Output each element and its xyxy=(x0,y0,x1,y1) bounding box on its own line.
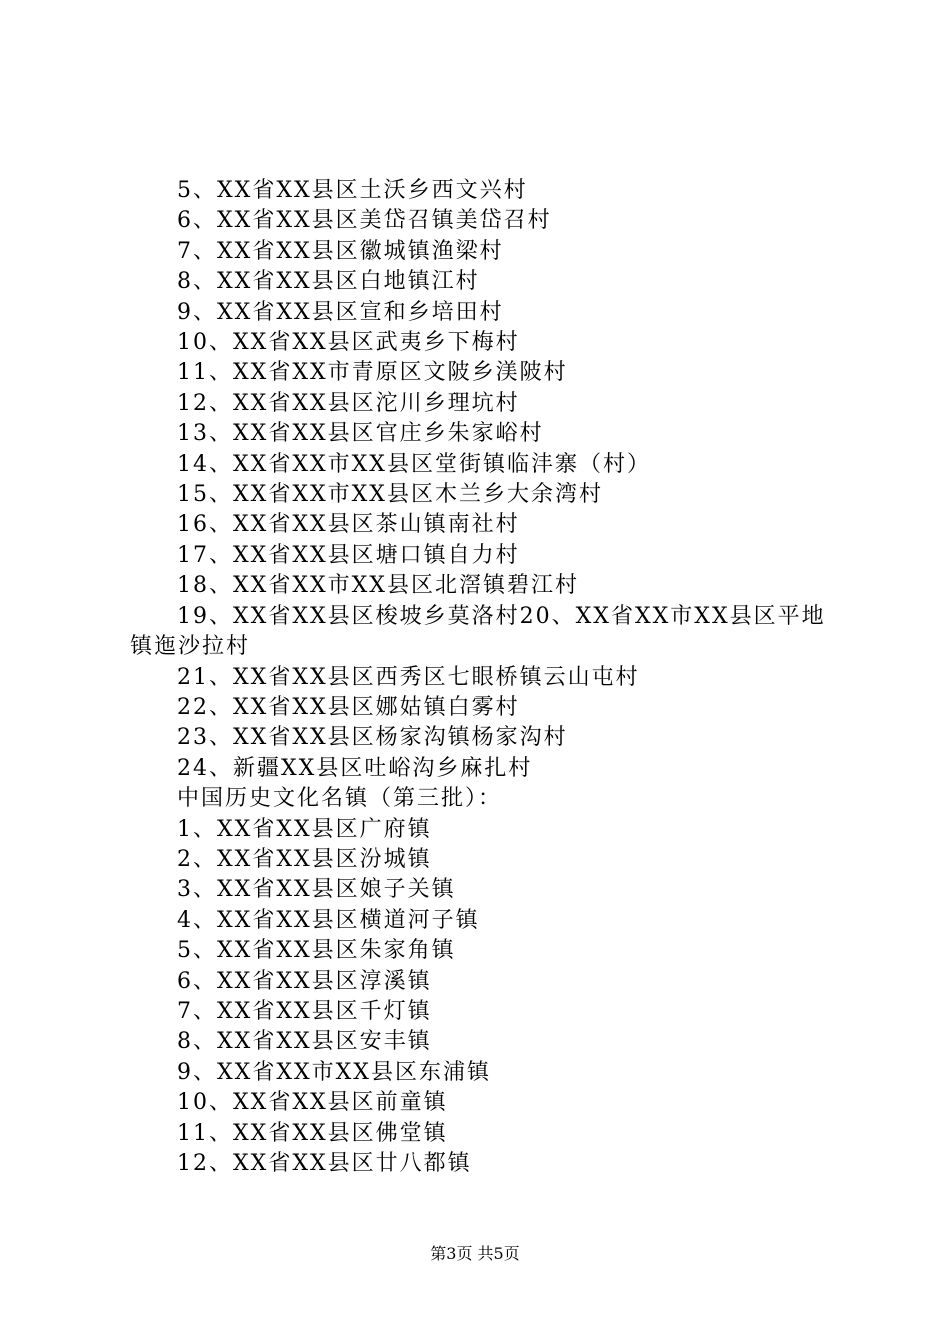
list-item: 13、XX省XX县区官庄乡朱家峪村 xyxy=(177,421,544,447)
page-number-footer: 第3页 共5页 xyxy=(430,1244,520,1263)
list-item: 6、XX省XX县区淳溪镇 xyxy=(177,968,432,994)
list-item: 11、XX省XX市青原区文陂乡渼陂村 xyxy=(177,360,568,386)
list-item: 11、XX省XX县区佛堂镇 xyxy=(177,1120,448,1146)
section-heading: 中国历史文化名镇（第三批）： xyxy=(177,786,503,812)
list-item: 16、XX省XX县区茶山镇南社村 xyxy=(177,512,520,538)
document-body xyxy=(130,176,840,1179)
list-item: 9、XX省XX县区宣和乡培田村 xyxy=(177,299,504,325)
list-item: 1、XX省XX县区广府镇 xyxy=(177,816,432,842)
list-item: 12、XX省XX县区廿八都镇 xyxy=(177,1151,472,1176)
list-item: 10、XX省XX县区武夷乡下梅村 xyxy=(177,330,520,356)
list-item: 17、XX省XX县区塘口镇自力村 xyxy=(177,542,520,568)
list-item: 7、XX省XX县区徽城镇渔梁村 xyxy=(177,238,504,264)
list-item: 2、XX省XX县区汾城镇 xyxy=(177,846,432,872)
list-item: 12、XX省XX县区沱川乡理坑村 xyxy=(177,390,520,416)
list-item: 23、XX省XX县区杨家沟镇杨家沟村 xyxy=(177,725,568,751)
list-item: 15、XX省XX市XX县区木兰乡大余湾村 xyxy=(177,482,603,508)
list-item: 22、XX省XX县区娜姑镇白雾村 xyxy=(177,694,520,720)
list-item: 8、XX省XX县区白地镇江村 xyxy=(177,269,480,295)
list-item: 8、XX省XX县区安丰镇 xyxy=(177,1029,432,1055)
list-item: 24、新疆XX县区吐峪沟乡麻扎村 xyxy=(177,755,533,781)
list-item: 5、XX省XX县区朱家角镇 xyxy=(177,938,456,964)
list-item: 19、XX省XX县区梭坡乡莫洛村20、XX省XX市XX县区平地镇迤沙拉村 xyxy=(130,603,826,660)
list-item: 18、XX省XX市XX县区北滘镇碧江村 xyxy=(177,573,579,599)
list-item: 4、XX省XX县区横道河子镇 xyxy=(177,907,480,933)
list-item: 10、XX省XX县区前童镇 xyxy=(177,1090,448,1116)
list-item: 7、XX省XX县区千灯镇 xyxy=(177,998,432,1024)
list-item: 14、XX省XX市XX县区堂街镇临沣寨（村） xyxy=(177,451,651,477)
list-item: 9、XX省XX市XX县区东浦镇 xyxy=(177,1059,491,1085)
list-item: 21、XX省XX县区西秀区七眼桥镇云山屯村 xyxy=(177,664,640,690)
list-item: 6、XX省XX县区美岱召镇美岱召村 xyxy=(177,208,552,234)
list-item: 5、XX省XX县区土沃乡西文兴村 xyxy=(177,178,528,203)
list-item: 3、XX省XX县区娘子关镇 xyxy=(177,877,456,903)
